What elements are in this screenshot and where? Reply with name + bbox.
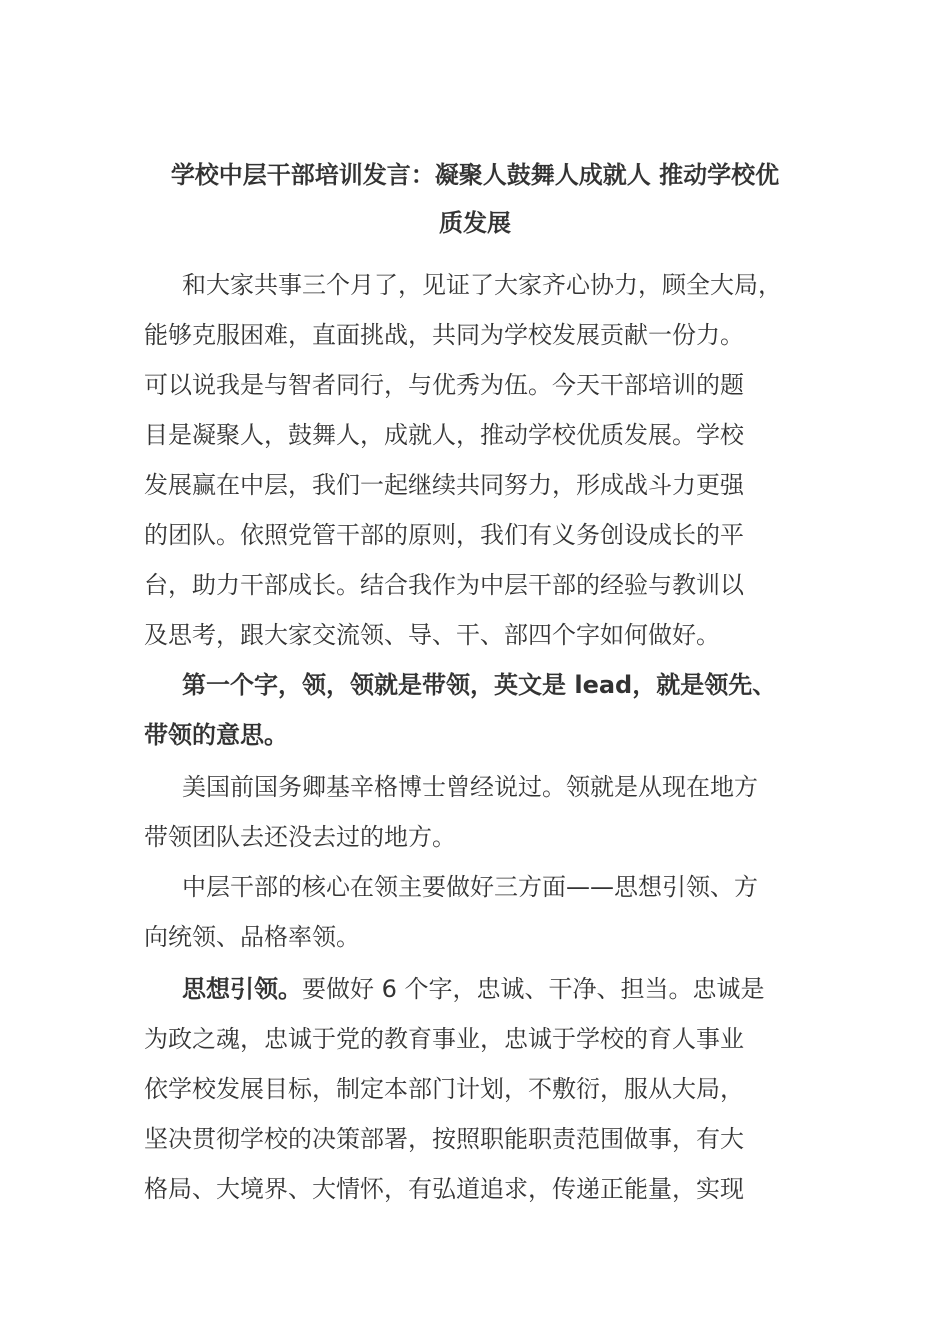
paragraph-4-line-2: 向统领、品格率领。: [144, 923, 360, 951]
paragraph-5-line-4: 坚决贯彻学校的决策部署，按照职能职责范围做事，有大: [144, 1125, 744, 1153]
paragraph-1-line-4: 目是凝聚人，鼓舞人，成就人，推动学校优质发展。学校: [144, 421, 744, 449]
paragraph-5-lead-heading: 思想引领。: [182, 975, 302, 1003]
paragraph-1-line-6: 的团队。依照党管干部的原则，我们有义务创设成长的平: [144, 521, 744, 549]
paragraph-5-lead-text: 要做好 6 个字，忠诚、干净、担当。忠诚是: [302, 975, 765, 1003]
paragraph-1-line-8: 及思考，跟大家交流领、导、干、部四个字如何做好。: [144, 621, 720, 649]
paragraph-5-line-2: 为政之魂，忠诚于党的教育事业，忠诚于学校的育人事业: [144, 1025, 744, 1053]
paragraph-2-line-1: 第一个字，领，领就是带领，英文是 lead，就是领先、: [182, 671, 777, 699]
document-title-line-1: 学校中层干部培训发言：凝聚人鼓舞人成就人 推动学校优: [170, 161, 780, 189]
paragraph-1-line-7: 台，助力干部成长。结合我作为中层干部的经验与教训以: [144, 571, 744, 599]
paragraph-5-line-3: 依学校发展目标，制定本部门计划，不敷衍，服从大局，: [144, 1075, 744, 1103]
paragraph-5-line-5: 格局、大境界、大情怀，有弘道追求，传递正能量，实现: [144, 1175, 744, 1203]
paragraph-2-line-2: 带领的意思。: [144, 721, 288, 749]
paragraph-1-line-1: 和大家共事三个月了，见证了大家齐心协力，顾全大局，: [182, 271, 782, 299]
paragraph-5-line-1: [182, 974, 765, 1004]
document-title-line-2: 质发展: [439, 209, 511, 237]
paragraph-3-line-2: 带领团队去还没去过的地方。: [144, 823, 456, 851]
paragraph-1-line-5: 发展赢在中层，我们一起继续共同努力，形成战斗力更强: [144, 471, 744, 499]
paragraph-1-line-2: 能够克服困难，直面挑战，共同为学校发展贡献一份力。: [144, 321, 744, 349]
paragraph-1-line-3: 可以说我是与智者同行，与优秀为伍。今天干部培训的题: [144, 371, 744, 399]
paragraph-4-line-1: 中层干部的核心在领主要做好三方面——思想引领、方: [182, 873, 758, 901]
paragraph-3-line-1: 美国前国务卿基辛格博士曾经说过。领就是从现在地方: [182, 773, 758, 801]
